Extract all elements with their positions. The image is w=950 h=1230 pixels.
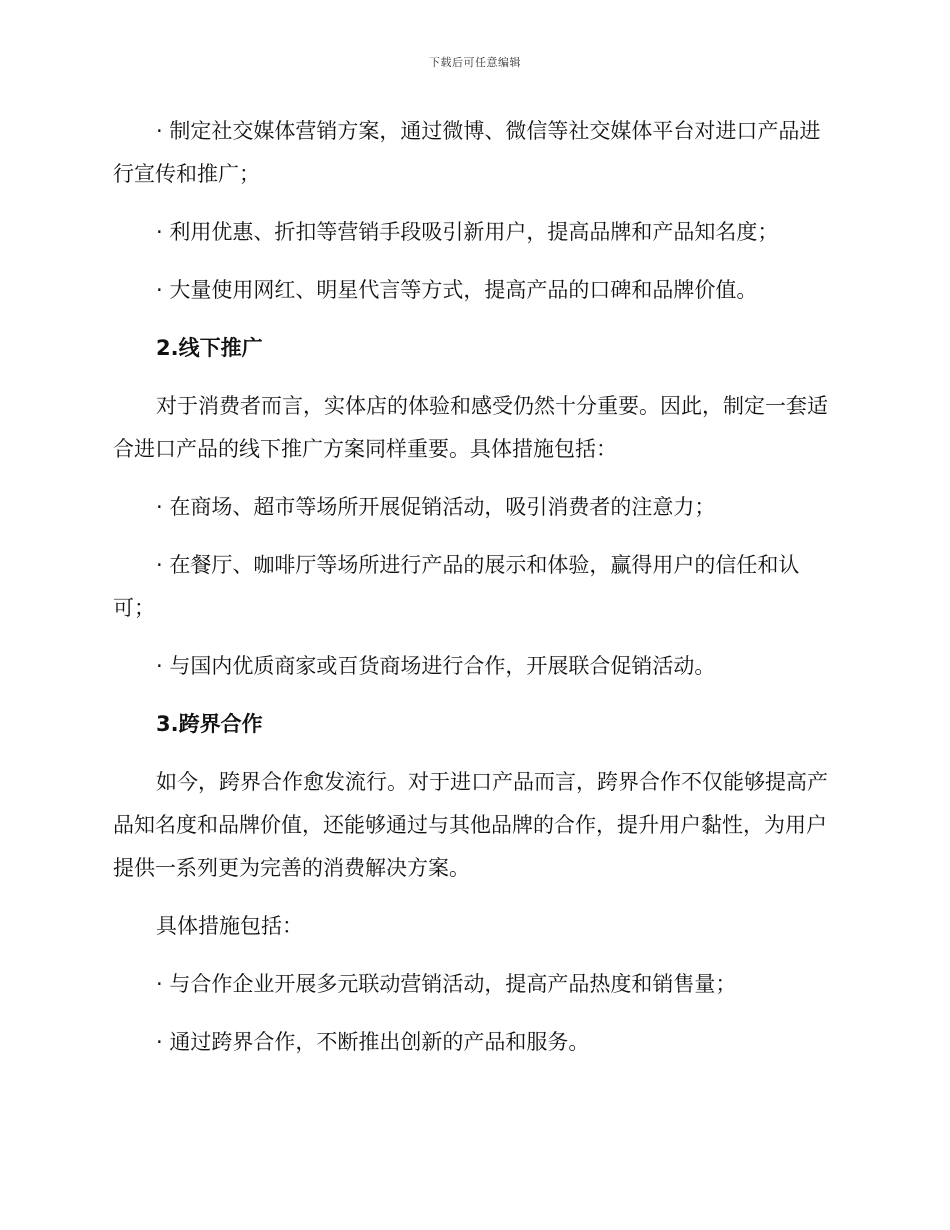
bullet-item: · 制定社交媒体营销方案，通过微博、微信等社交媒体平台对进口产品进行宣传和推广； (113, 119, 821, 186)
header-note: 下载后可任意编辑 (429, 56, 521, 69)
bullet-item: · 在商场、超市等场所开展促销活动，吸引消费者的注意力； (156, 495, 716, 519)
bullet-item: · 通过跨界合作，不断推出创新的产品和服务。 (156, 1030, 590, 1054)
bullet-item: · 与合作企业开展多元联动营销活动，提高产品热度和销售量； (156, 972, 737, 996)
bullet-item: · 在餐厅、咖啡厅等场所进行产品的展示和体验，赢得用户的信任和认可； (113, 553, 800, 620)
bullet-item: · 大量使用网红、明星代言等方式，提高产品的口碑和品牌价值。 (156, 278, 758, 302)
bullet-item: · 利用优惠、折扣等营销手段吸引新用户，提高品牌和产品知名度； (156, 220, 779, 244)
paragraph: 如今，跨界合作愈发流行。对于进口产品而言，跨界合作不仅能够提高产品知名度和品牌价值，还能够通过与其他品牌的合作，提升用户黏性，为用户提供一系列更为完善的消费解决方案。 (113, 770, 828, 880)
document-body (113, 110, 833, 1079)
section-heading: 2.线下推广 (156, 336, 263, 360)
bullet-item: · 与国内优质商家或百货商场进行合作，开展联合促销活动。 (156, 654, 716, 678)
paragraph: 具体措施包括： (156, 914, 303, 938)
section-heading: 3.跨界合作 (156, 712, 263, 736)
paragraph: 对于消费者而言，实体店的体验和感受仍然十分重要。因此，制定一套适合进口产品的线下推广方案同样重要。具体措施包括： (113, 394, 828, 461)
